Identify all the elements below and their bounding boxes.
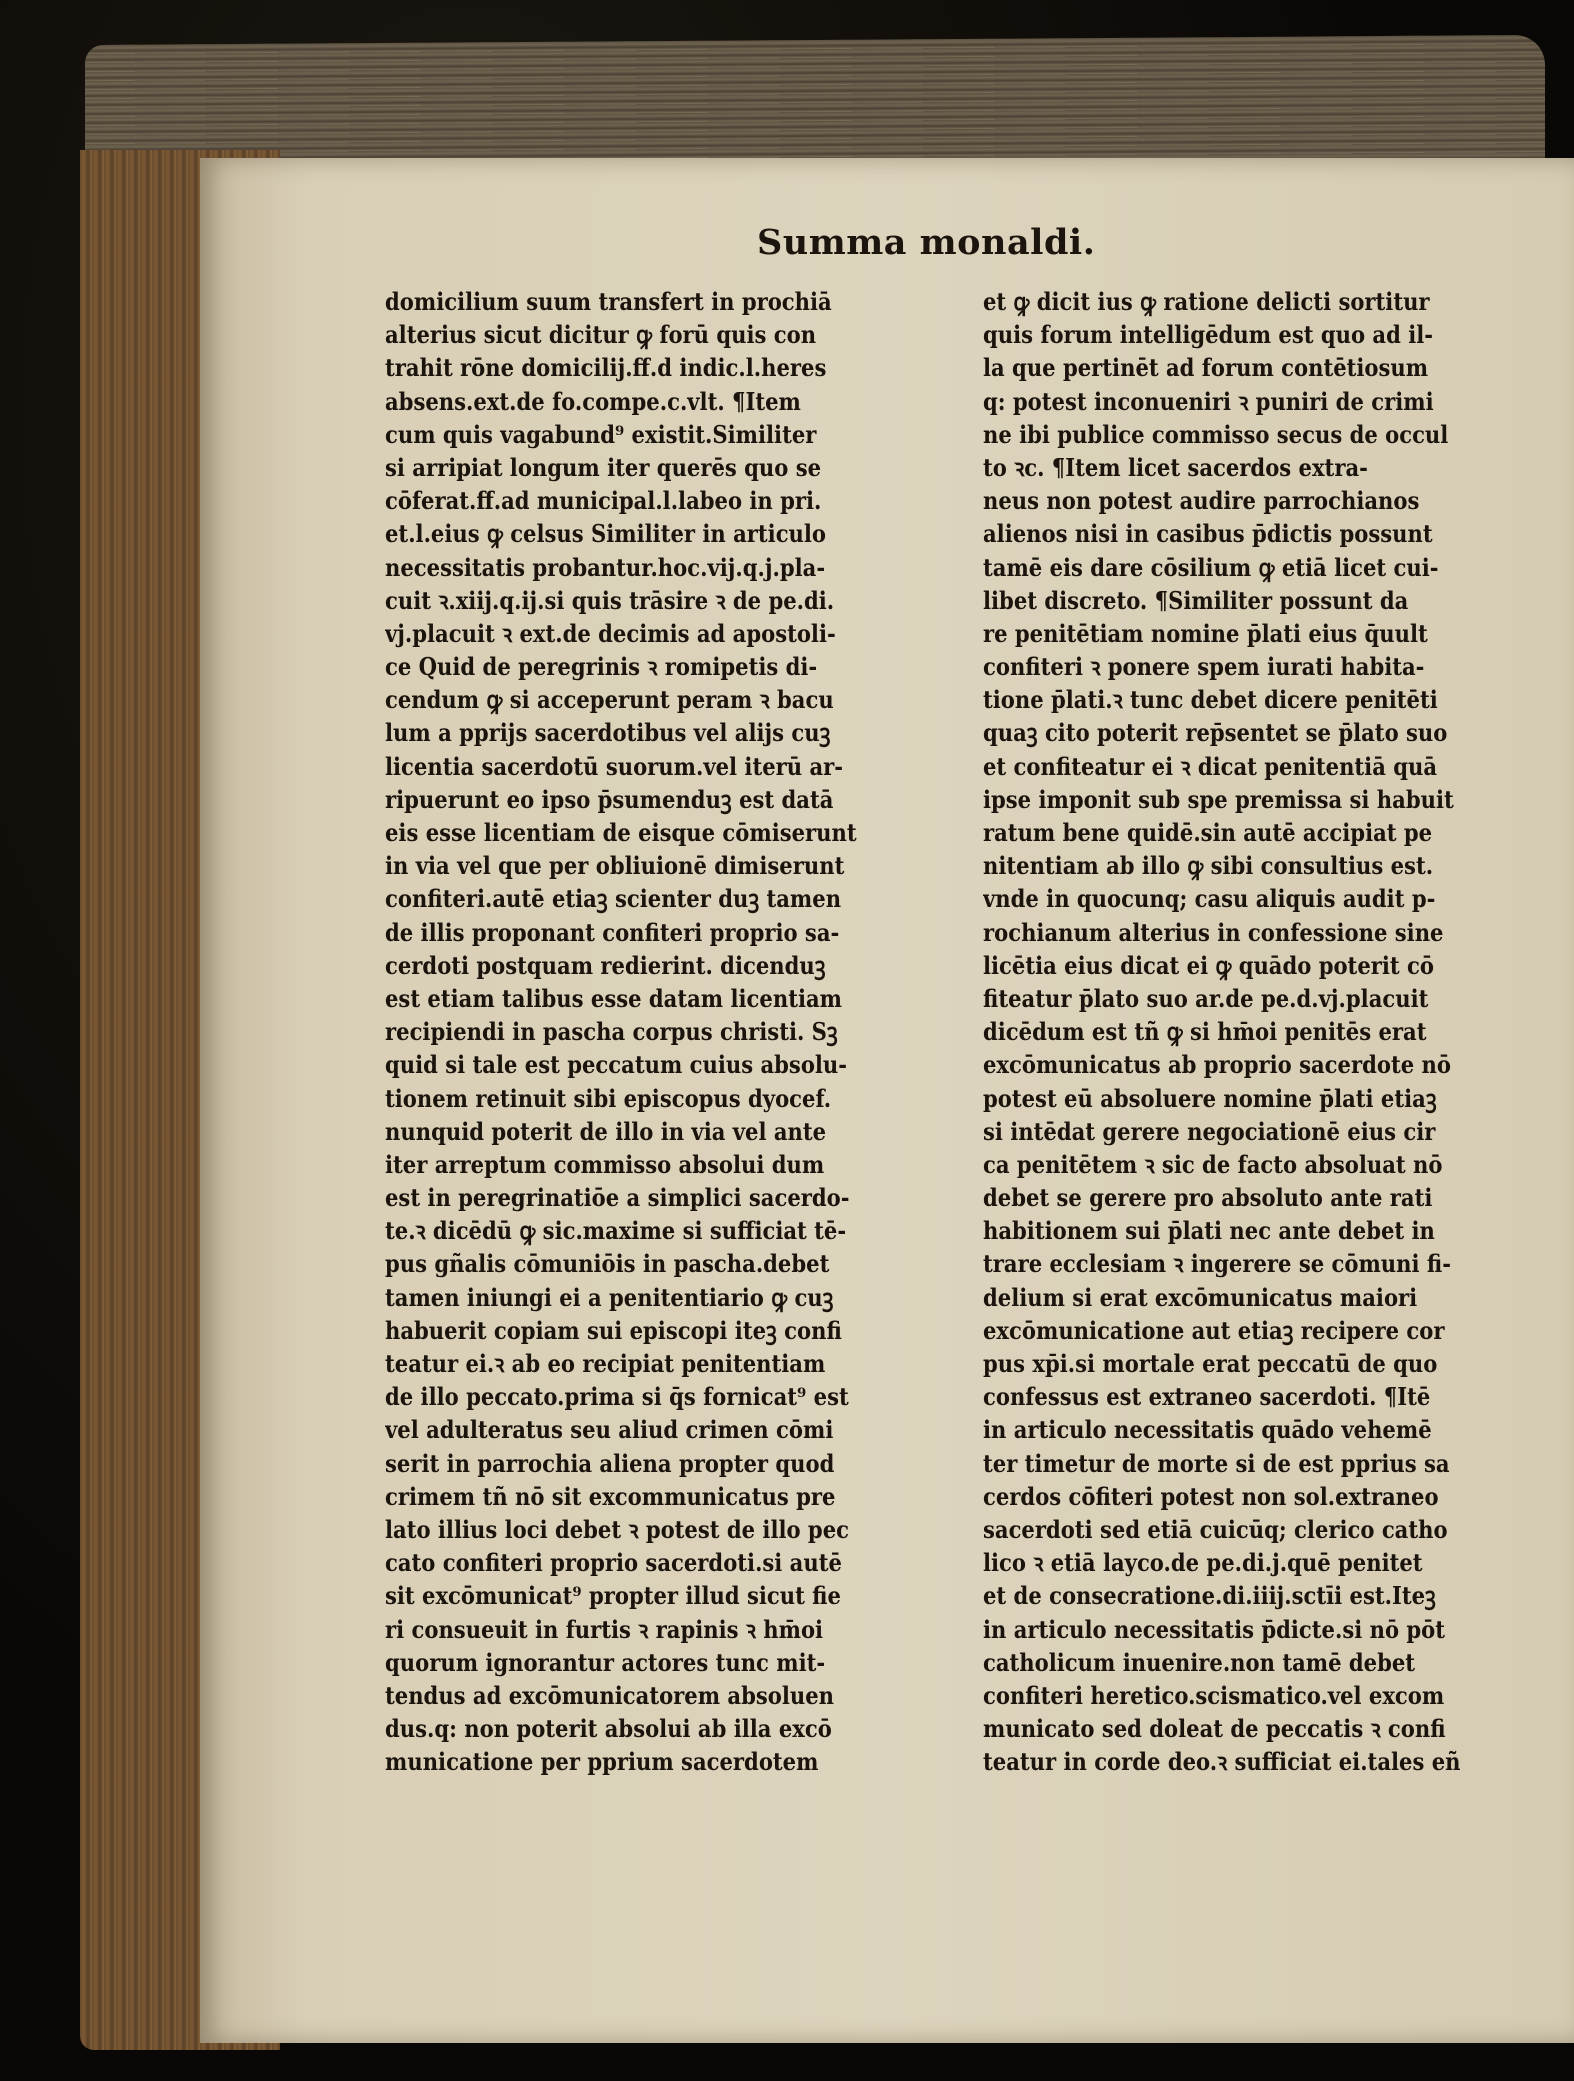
text-line: et de consecratione.di.iiij.sctīi est.Iteꝫ: [983, 1581, 1436, 1611]
running-head: Summa monaldi.: [757, 222, 1096, 263]
text-line: cerdoti postquam redierint. dicenduꝫ: [385, 950, 826, 980]
text-line: et confiteatur ei ꝛ dicat penitentiā quā: [983, 751, 1438, 781]
text-line: tamē eis dare cōsilium ꝙ etiā licet cui-: [983, 552, 1439, 582]
text-line: dus.q: non poterit absolui ab illa excō: [385, 1714, 832, 1744]
text-line: ca penitētem ꝛ sic de facto absoluat nō: [983, 1149, 1443, 1179]
text-line: trahit rōne domicilij.ff.d indic.l.heres: [385, 353, 827, 383]
text-line: si intēdat gerere negociationē eius cir: [983, 1116, 1436, 1146]
text-line: confiteri.autē etiaꝫ scienter duꝫ tamen: [385, 884, 842, 914]
text-line: est in peregrinatiōe a simplici sacerdo-: [385, 1183, 850, 1213]
text-line: de illo peccato.prima si q̄s fornicat⁹ est: [385, 1382, 849, 1412]
text-line: pus xp̄i.si mortale erat peccatū de quo: [983, 1349, 1438, 1378]
text-line: confiteri heretico.scismatico.vel excom: [983, 1680, 1445, 1710]
text-line: to ꝛc. ¶Item licet sacerdos extra-: [983, 452, 1368, 482]
text-line: iter arreptum commisso absolui dum: [385, 1149, 825, 1179]
text-line: alienos nisi in casibus p̄dictis possunt: [983, 519, 1433, 549]
text-line: tamen iniungi ei a penitentiario ꝙ cuꝫ: [385, 1282, 834, 1312]
text-line: ter timetur de morte si de est pprius sa: [983, 1448, 1450, 1478]
text-line: sacerdoti sed etiā cuicūq; clerico catho: [983, 1514, 1448, 1544]
text-line: quid si tale est peccatum cuius absolu-: [385, 1050, 848, 1080]
text-line: ne ibi publice commisso secus de occul: [983, 419, 1449, 449]
text-line: ce Quid de peregrinis ꝛ romipetis di-: [385, 652, 818, 682]
text-line: quorum ignorantur actores tunc mit-: [385, 1647, 826, 1677]
text-line: cato confiteri proprio sacerdoti.si autē: [385, 1548, 842, 1578]
text-line: pus gñalis cōmuniōis in pascha.debet: [385, 1249, 830, 1279]
text-line: eis esse licentiam de eisque cōmiserunt: [385, 818, 857, 847]
text-column-left: [385, 285, 975, 1778]
text-line: habitionem sui p̄lati nec ante debet in: [983, 1216, 1435, 1246]
text-line: teatur in corde deo.ꝛ sufficiat ei.tales eñ: [983, 1747, 1461, 1777]
text-line: cuit ꝛ.xiij.q.ij.si quis trāsire ꝛ de pe.di.: [385, 585, 835, 615]
text-line: delium si erat excōmunicatus maiori: [983, 1282, 1418, 1312]
text-line: in articulo necessitatis p̄dicte.si nō pōt: [983, 1614, 1445, 1644]
text-line: catholicum inuenire.non tamē debet: [983, 1647, 1416, 1677]
text-line: necessitatis probantur.hoc.vij.q.j.pla-: [385, 552, 826, 582]
text-line: q: potest inconueniri ꝛ puniri de crimi: [983, 386, 1434, 416]
text-line: vnde in quocunq; casu aliquis audit p-: [983, 884, 1436, 914]
text-line: de illis proponant confiteri proprio sa-: [385, 917, 840, 947]
text-line: licētia eius dicat ei ꝙ quādo poterit cō: [983, 950, 1434, 980]
text-line: confiteri ꝛ ponere spem iurati habita-: [983, 652, 1425, 682]
text-line: rochianum alterius in confessione sine: [983, 917, 1444, 947]
text-line: confessus est extraneo sacerdoti. ¶Itē: [983, 1382, 1431, 1412]
text-line: vj.placuit ꝛ ext.de decimis ad apostoli-: [385, 618, 836, 648]
text-line: excōmunicatus ab proprio sacerdote nō: [983, 1050, 1451, 1080]
text-line: sit excōmunicat⁹ propter illud sicut fie: [385, 1581, 841, 1611]
text-line: lato illius loci debet ꝛ potest de illo pec: [385, 1514, 850, 1544]
text-line: municato sed doleat de peccatis ꝛ confi: [983, 1714, 1446, 1744]
text-line: cendum ꝙ si acceperunt peram ꝛ bacu: [385, 685, 834, 715]
text-line: debet se gerere pro absoluto ante rati: [983, 1183, 1433, 1213]
text-line: est etiam talibus esse datam licentiam: [385, 983, 843, 1013]
text-line: quis forum intelligēdum est quo ad il-: [983, 320, 1434, 350]
text-line: in articulo necessitatis quādo vehemē: [983, 1415, 1432, 1445]
text-line: crimem tñ nō sit excommunicatus pre: [385, 1481, 836, 1511]
text-line: potest eū absoluere nomine p̄lati etiaꝫ: [983, 1083, 1437, 1113]
text-line: lum a pprijs sacerdotibus vel alijs cuꝫ: [385, 718, 831, 748]
text-line: domicilium suum transfert in prochiā: [385, 287, 832, 316]
text-line: cum quis vagabund⁹ existit.Similiter: [385, 419, 817, 449]
text-line: tione p̄lati.ꝛ tunc debet dicere penitēti: [983, 685, 1438, 715]
text-line: absens.ext.de fo.compe.c.vlt. ¶Item: [385, 386, 801, 416]
text-line: teatur ei.ꝛ ab eo recipiat penitentiam: [385, 1349, 826, 1378]
text-line: municatione per pprium sacerdotem: [385, 1747, 819, 1777]
text-line: tionem retinuit sibi episcopus dyocef.: [385, 1083, 832, 1113]
text-line: fiteatur p̄lato suo ar.de pe.d.vj.placuit: [983, 983, 1429, 1013]
text-line: neus non potest audire parrochianos: [983, 486, 1420, 516]
text-line: si arripiat longum iter querēs quo se: [385, 452, 822, 482]
text-line: recipiendi in pascha corpus christi. Sꝫ: [385, 1017, 838, 1047]
text-line: trare ecclesiam ꝛ ingerere se cōmuni fi-: [983, 1249, 1452, 1279]
text-column-right: [983, 285, 1543, 1778]
text-line: et ꝙ dicit ius ꝙ ratione delicti sortitur: [983, 287, 1430, 316]
text-line: ri consueuit in furtis ꝛ rapinis ꝛ hm̄oi: [385, 1614, 824, 1644]
text-line: excōmunicatione aut etiaꝫ recipere cor: [983, 1315, 1445, 1345]
text-line: nunquid poterit de illo in via vel ante: [385, 1116, 827, 1146]
text-line: libet discreto. ¶Similiter possunt da: [983, 585, 1409, 615]
text-line: quaꝫ cito poterit rep̄sentet se p̄lato suo: [983, 718, 1448, 748]
text-line: la que pertinēt ad forum contētiosum: [983, 353, 1429, 383]
text-line: re penitētiam nomine p̄lati eius q̄uult: [983, 618, 1428, 648]
text-line: vel adulteratus seu aliud crimen cōmi: [385, 1415, 834, 1445]
text-line: in via vel que per obliuionē dimiserunt: [385, 851, 845, 881]
text-line: cerdos cōfiteri potest non sol.extraneo: [983, 1481, 1439, 1511]
text-line: serit in parrochia aliena propter quod: [385, 1448, 835, 1478]
text-line: habuerit copiam sui episcopi iteꝫ confi: [385, 1315, 842, 1345]
text-line: ipse imponit sub spe premissa si habuit: [983, 784, 1454, 814]
text-line: nitentiam ab illo ꝙ sibi consultius est.: [983, 851, 1434, 881]
text-line: alterius sicut dicitur ꝙ forū quis con: [385, 320, 817, 350]
text-line: cōferat.ff.ad municipal.l.labeo in pri.: [385, 486, 822, 516]
text-line: tendus ad excōmunicatorem absoluen: [385, 1680, 835, 1710]
text-line: licentia sacerdotū suorum.vel iterū ar-: [385, 751, 844, 781]
text-line: ratum bene quidē.sin autē accipiat pe: [983, 818, 1433, 847]
text-line: et.l.eius ꝙ celsus Similiter in articulo: [385, 519, 827, 549]
text-line: ripuerunt eo ipso p̄sumenduꝫ est datā: [385, 784, 834, 814]
text-line: te.ꝛ dicēdū ꝙ sic.maxime si sufficiat tē-: [385, 1216, 847, 1246]
text-line: dicēdum est tñ ꝙ si hm̄oi penitēs erat: [983, 1017, 1427, 1047]
text-line: lico ꝛ etiā layco.de pe.di.j.quē penitet: [983, 1548, 1423, 1578]
